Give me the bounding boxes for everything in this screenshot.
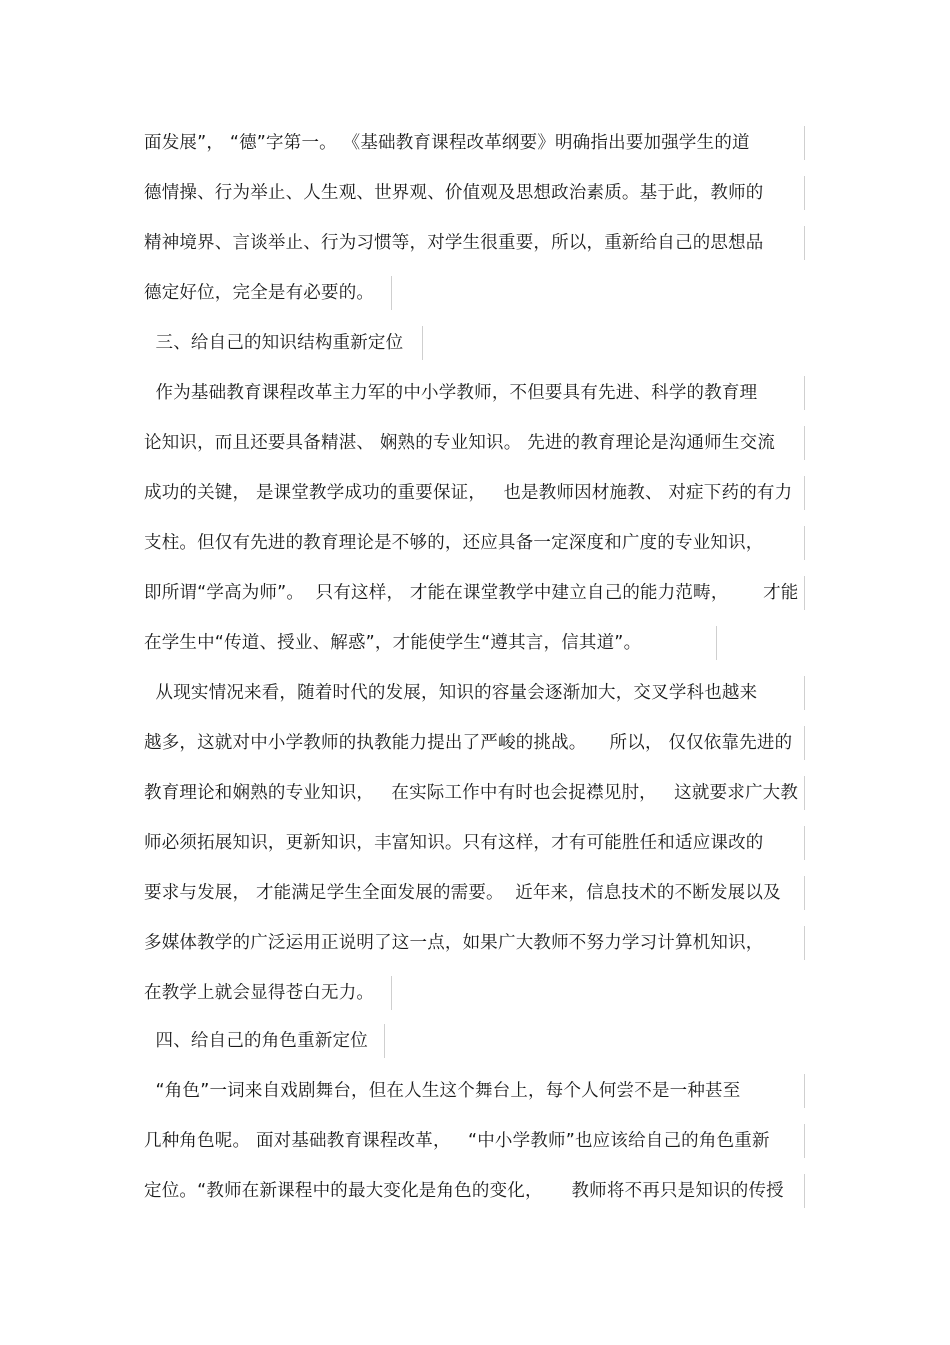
text-line: 即所谓“学高为师”。 只有这样， 才能在课堂教学中建立自己的能力范畴， 才能 (144, 583, 799, 603)
line-divider (804, 876, 805, 910)
line-divider (716, 626, 717, 660)
section-heading: 三、给自己的知识结构重新定位 (144, 333, 404, 353)
text-line: 精神境界、言谈举止、行为习惯等，对学生很重要，所以，重新给自己的思想品 (144, 233, 764, 253)
text-line: 多媒体教学的广泛运用正说明了这一点，如果广大教师不努力学习计算机知识， (144, 933, 764, 953)
text-line: 德情操、行为举止、人生观、世界观、价值观及思想政治素质。基于此，教师的 (144, 183, 764, 203)
text-line: 作为基础教育课程改革主力军的中小学教师，不但要具有先进、科学的教育理 (144, 383, 758, 403)
line-divider (804, 376, 805, 410)
line-divider (804, 726, 805, 760)
text-line: 定位。“教师在新课程中的最大变化是角色的变化， 教师将不再只是知识的传授 (144, 1181, 784, 1201)
text-line: 成功的关键， 是课堂教学成功的重要保证， 也是教师因材施教、 对症下药的有力 (144, 483, 793, 503)
line-divider (422, 326, 423, 360)
text-line: 要求与发展， 才能满足学生全面发展的需要。 近年来，信息技术的不断发展以及 (144, 883, 781, 903)
text-line: 师必须拓展知识，更新知识，丰富知识。只有这样，才有可能胜任和适应课改的 (144, 833, 764, 853)
line-divider (384, 1024, 385, 1058)
line-divider (804, 826, 805, 860)
text-line: 从现实情况来看，随着时代的发展，知识的容量会逐渐加大，交叉学科也越来 (144, 683, 758, 703)
line-divider (804, 1124, 805, 1158)
text-line: 德定好位，完全是有必要的。 (144, 283, 375, 303)
line-divider (804, 526, 805, 560)
text-line: 教育理论和娴熟的专业知识， 在实际工作中有时也会捉襟见肘， 这就要求广大教 (144, 783, 799, 803)
text-line: 几种角色呢。 面对基础教育课程改革， “中小学教师”也应该给自己的角色重新 (144, 1131, 770, 1151)
line-divider (804, 1074, 805, 1108)
section-heading: 四、给自己的角色重新定位 (144, 1031, 368, 1051)
text-line: 在教学上就会显得苍白无力。 (144, 983, 375, 1003)
text-line: 面发展”， “德”字第一。 《基础教育课程改革纲要》明确指出要加强学生的道 (144, 133, 750, 153)
line-divider (804, 476, 805, 510)
line-divider (804, 576, 805, 610)
text-line: 越多，这就对中小学教师的执教能力提出了严峻的挑战。 所以， 仅仅依靠先进的 (144, 733, 793, 753)
line-divider (804, 426, 805, 460)
text-line: “角色”一词来自戏剧舞台，但在人生这个舞台上，每个人何尝不是一种甚至 (144, 1081, 741, 1101)
line-divider (804, 926, 805, 960)
line-divider (391, 976, 392, 1010)
line-divider (804, 226, 805, 260)
line-divider (391, 276, 392, 310)
line-divider (804, 676, 805, 710)
text-line: 论知识，而且还要具备精湛、 娴熟的专业知识。 先进的教育理论是沟通师生交流 (144, 433, 776, 453)
line-divider (804, 1174, 805, 1208)
line-divider (804, 176, 805, 210)
line-divider (804, 776, 805, 810)
text-line: 在学生中“传道、授业、解惑”，才能使学生“遵其言，信其道”。 (144, 633, 642, 653)
text-line: 支柱。但仅有先进的教育理论是不够的，还应具备一定深度和广度的专业知识， (144, 533, 764, 553)
line-divider (804, 126, 805, 160)
